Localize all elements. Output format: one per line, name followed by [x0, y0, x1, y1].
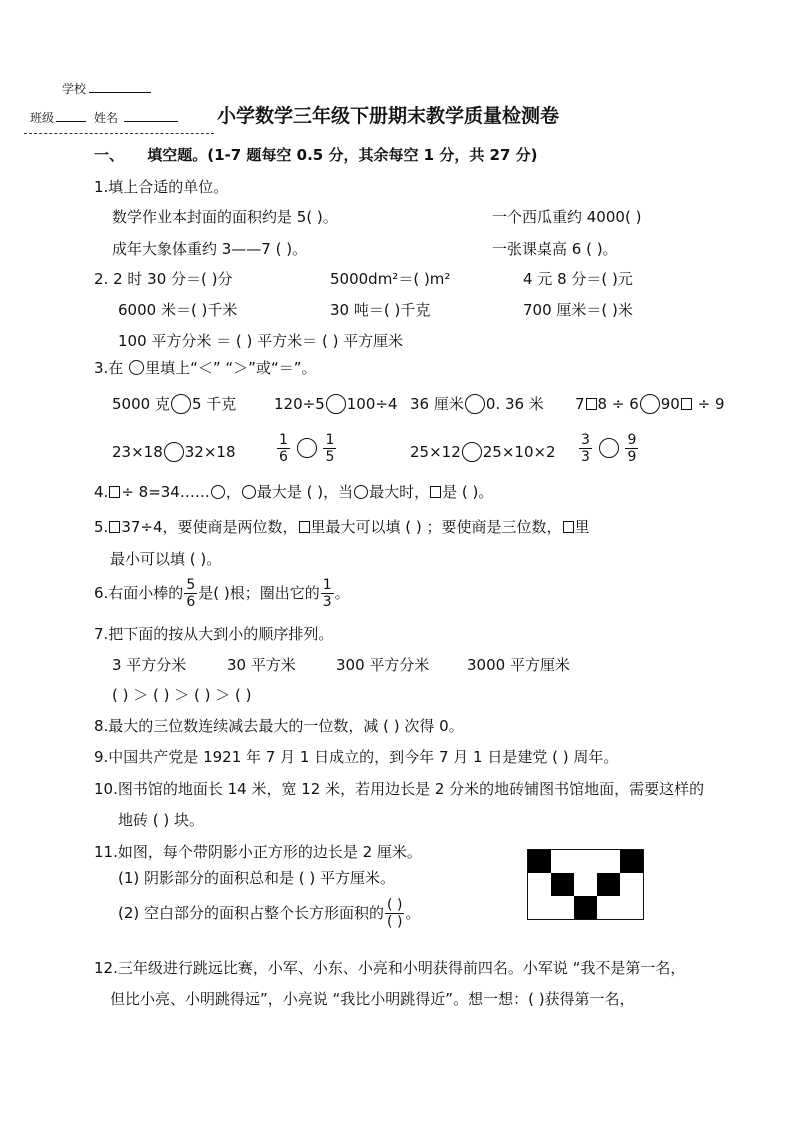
q8-text: 8.最大的三位数连续减去最大的一位数，减 ( ) 次得 0。: [94, 717, 464, 735]
compare-left: 36 厘米: [410, 395, 464, 413]
blank-square: [597, 850, 620, 873]
q4-text-c: ，: [225, 483, 241, 501]
compare-circle[interactable]: [164, 442, 184, 462]
blank-box[interactable]: [430, 486, 441, 498]
name-blank: [124, 121, 178, 122]
q1-item-d: 一张课桌高 6 ( )。: [492, 240, 618, 258]
numerator-blank: ( ): [387, 897, 403, 913]
q1-item-c: 成年大象体重约 3——7 ( )。: [112, 240, 308, 258]
q9-text: 9.中国共产党是 1921 年 7 月 1 日成立的，到今年 7 月 1 日是建党 ( ) 周年。: [94, 748, 619, 766]
shaded-square: [620, 850, 643, 873]
q12-line-1: 12.三年级进行跳远比赛，小军、小东、小亮和小明获得前四名。小军说 “我不是第一名，: [94, 959, 686, 977]
denominator: 6: [279, 449, 288, 465]
blank-square: [528, 873, 551, 896]
compare-right: 90: [660, 395, 680, 413]
q5-number: 5.: [94, 518, 109, 536]
q11-prompt: 11.如图，每个带阴影小正方形的边长是 2 厘米。: [94, 843, 422, 861]
q5-line-2: 最小可以填 ( )。: [110, 550, 222, 568]
fraction-blank: [385, 897, 404, 930]
q12-line-2: 但比小亮、小明跳得远”，小亮说 “我比小明跳得近”。想一想：( )获得第一名，: [110, 990, 635, 1008]
name-label: 姓名: [94, 111, 119, 125]
numerator: 3: [581, 432, 590, 448]
compare-right: 25×10×2: [482, 443, 556, 461]
q1-item-a: 数学作业本封面的面积约是 5( )。: [112, 208, 338, 226]
q3-compare-4: [575, 394, 725, 414]
q2-item-f: 700 厘米＝( )米: [523, 301, 633, 319]
school-blank: [89, 92, 151, 93]
compare-left: 5000 克: [112, 395, 170, 413]
q4-text-d: 最大是 ( )，当: [256, 483, 354, 501]
shaded-square: [528, 850, 551, 873]
blank-square: [620, 873, 643, 896]
fraction: [579, 432, 592, 465]
q6-line: [94, 577, 350, 610]
q4-text-b: ÷ 8=34……: [121, 483, 210, 501]
denominator-blank: ( ): [387, 914, 403, 930]
fraction: [321, 577, 334, 610]
blank-square: [551, 896, 574, 919]
q11-part-2: [118, 897, 420, 930]
q7-item: 30 平方米: [227, 656, 296, 674]
shaded-square: [574, 896, 597, 919]
blank-box[interactable]: [109, 521, 120, 533]
q3-prompt-a: 3.在: [94, 359, 124, 377]
compare-left-rest: 8 ÷ 6: [597, 395, 639, 413]
compare-left: 23×18: [112, 443, 163, 461]
compare-left: 120÷5: [274, 395, 325, 413]
q3-compare-7: [410, 442, 556, 462]
blank-box[interactable]: [563, 521, 574, 533]
shaded-square: [551, 873, 574, 896]
denominator: 6: [186, 594, 196, 610]
q5-text-b: 37÷4，要使商是两位数，: [121, 518, 298, 536]
fraction: [184, 577, 197, 610]
circle-icon: [242, 485, 256, 499]
section-number: 一、: [94, 146, 125, 164]
numerator: 1: [279, 432, 288, 448]
numerator: 9: [627, 432, 637, 448]
numerator: 1: [325, 432, 335, 448]
q2-item-g: 100 平方分米 ＝ ( ) 平方米＝ ( ) 平方厘米: [118, 332, 404, 350]
blank-box[interactable]: [586, 398, 597, 410]
q4-number: 4.: [94, 483, 109, 501]
q4-text-e: 最大时，: [369, 483, 430, 501]
compare-circle[interactable]: [171, 394, 191, 414]
q1-item-b: 一个西瓜重约 4000( ): [492, 208, 642, 226]
denominator: 5: [325, 449, 335, 465]
section-text: 填空题。(1-7 题每空 0.5 分，其余每空 1 分，共 27 分): [147, 146, 538, 164]
blank-box[interactable]: [109, 486, 120, 498]
compare-right: 32×18: [184, 443, 236, 461]
q3-compare-2: [274, 394, 398, 414]
blank-square: [574, 850, 597, 873]
denominator: 3: [322, 594, 332, 610]
numerator: 5: [186, 577, 196, 593]
q2-item-c: 4 元 8 分＝( )元: [523, 270, 633, 288]
class-name-field: [30, 109, 178, 127]
q5-text-d: 里: [574, 518, 590, 536]
fraction: [277, 432, 290, 465]
blank-square: [620, 896, 643, 919]
q3-compare-8: [578, 432, 639, 465]
q7-prompt: 7.把下面的按从大到小的顺序排列。: [94, 625, 334, 643]
denominator: 3: [581, 449, 590, 465]
q5-line-1: [94, 518, 590, 536]
q2-item-a: 2. 2 时 30 分＝( )分: [94, 270, 233, 288]
q7-item: 3 平方分米: [112, 656, 187, 674]
compare-right-rest: ÷ 9: [692, 395, 725, 413]
blank-box[interactable]: [681, 398, 692, 410]
blank-box[interactable]: [299, 521, 310, 533]
school-field: [62, 80, 151, 98]
q3-prompt: [94, 359, 317, 377]
q6-text-a: 6.右面小棒的: [94, 584, 184, 602]
compare-circle[interactable]: [599, 438, 619, 458]
class-label: 班级: [30, 111, 55, 125]
q7-item: 300 平方分米: [336, 656, 430, 674]
compare-circle[interactable]: [465, 394, 485, 414]
page-title: 小学数学三年级下册期末教学质量检测卷: [217, 105, 560, 127]
shaded-square: [597, 873, 620, 896]
compare-left: 7: [575, 395, 585, 413]
q3-prompt-b: 里填上“＜” “＞”或“＝”。: [145, 359, 317, 377]
q7-blanks: ( ) ＞ ( ) ＞ ( ) ＞ ( ): [112, 686, 252, 704]
class-blank: [56, 121, 86, 122]
blank-square: [574, 873, 597, 896]
circle-icon: [354, 485, 368, 499]
q3-compare-3: [410, 394, 544, 414]
q11-part-1: (1) 阴影部分的面积总和是 ( ) 平方厘米。: [118, 869, 396, 887]
circle-icon: [211, 485, 225, 499]
q3-compare-5: [112, 442, 236, 462]
compare-right: 0. 36 米: [485, 395, 544, 413]
circle-icon: [129, 360, 144, 375]
q1-prompt: 1.填上合适的单位。: [94, 178, 229, 196]
compare-circle[interactable]: [640, 394, 660, 414]
compare-circle[interactable]: [326, 394, 346, 414]
compare-right: 5 千克: [191, 395, 237, 413]
shaded-rectangle-figure: [527, 849, 644, 920]
q10-line-2: 地砖 ( ) 块。: [118, 811, 205, 829]
q5-text-c: 里最大可以填 ( ) ；要使商是三位数，: [310, 518, 562, 536]
q2-item-b: 5000dm²＝( )m²: [330, 270, 451, 288]
compare-circle[interactable]: [297, 438, 317, 458]
q6-text-c: 。: [334, 584, 350, 602]
fraction: [323, 432, 336, 465]
compare-right: 100÷4: [346, 395, 398, 413]
q7-item: 3000 平方厘米: [467, 656, 570, 674]
fraction: [625, 432, 638, 465]
compare-circle[interactable]: [462, 442, 482, 462]
q3-compare-6: [276, 432, 337, 465]
denominator: 9: [627, 449, 637, 465]
q4-text-f: 是 ( )。: [442, 483, 494, 501]
blank-square: [597, 896, 620, 919]
blank-square: [528, 896, 551, 919]
q4-line: [94, 483, 493, 501]
numerator: 1: [322, 577, 332, 593]
q3-compare-1: [112, 394, 236, 414]
blank-square: [551, 850, 574, 873]
school-label: 学校: [62, 82, 87, 96]
q11-part-2-end: 。: [405, 904, 421, 922]
q2-item-e: 30 吨＝( )千克: [330, 301, 431, 319]
q11-part-2-text: (2) 空白部分的面积占整个长方形面积的: [118, 904, 385, 922]
q10-line-1: 10.图书馆的地面长 14 米，宽 12 米，若用边长是 2 分米的地砖铺图书馆地面，需要这样的: [94, 780, 705, 798]
section-heading: [94, 146, 538, 164]
q2-item-d: 6000 米＝( )千米: [118, 301, 238, 319]
compare-left: 25×12: [410, 443, 461, 461]
cut-line: [24, 133, 214, 134]
q6-text-b: 是( )根；圈出它的: [198, 584, 320, 602]
